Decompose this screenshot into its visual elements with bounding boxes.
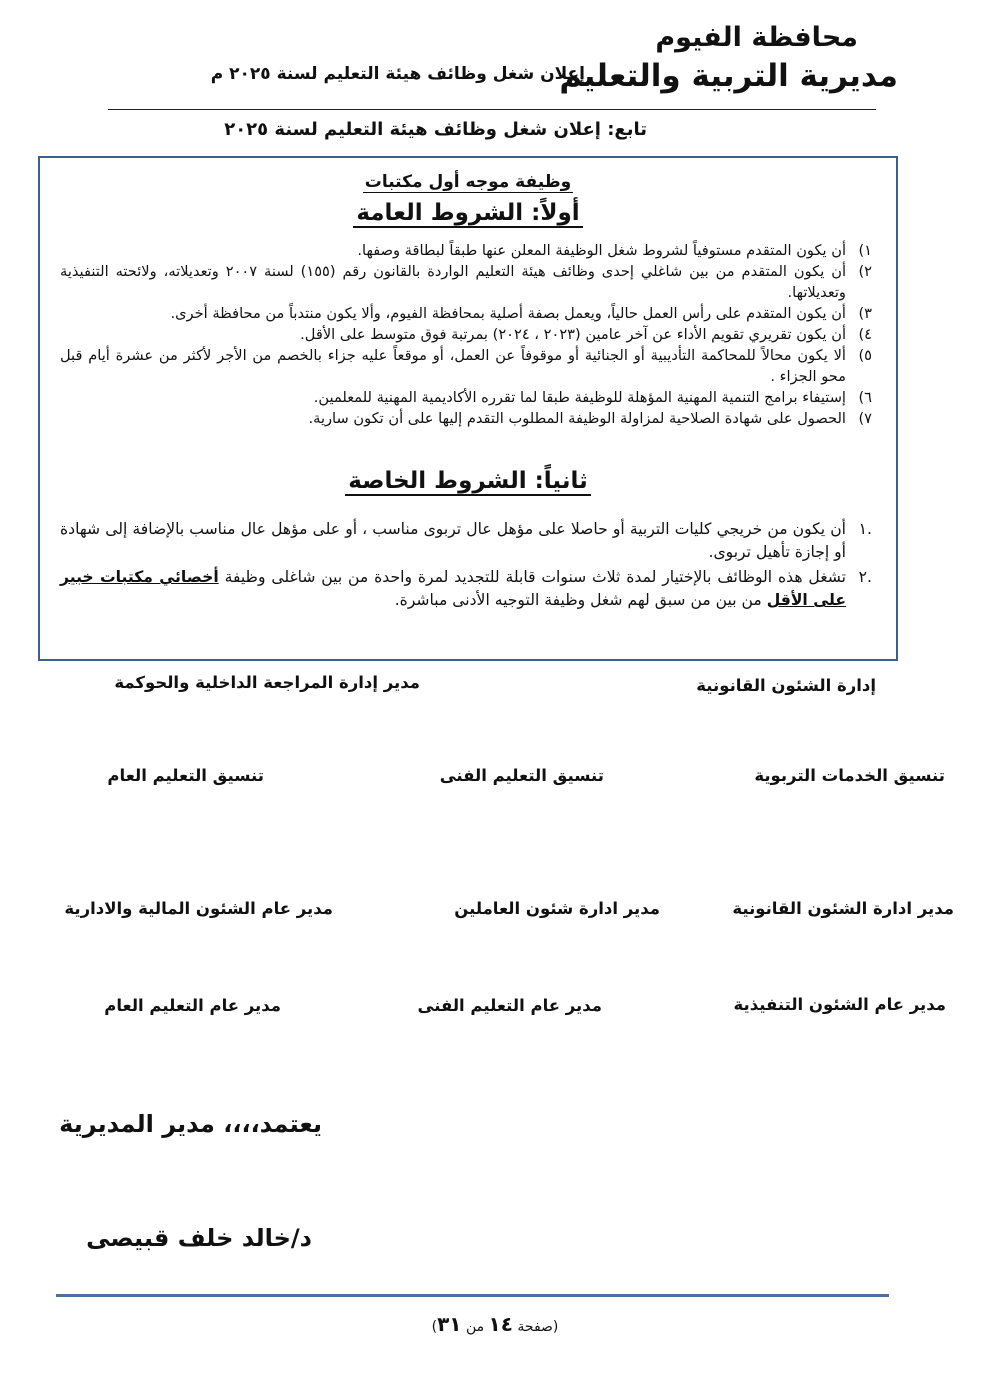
special-conditions-list [60, 518, 872, 614]
signature-legal-affairs-director: مدير ادارة الشئون القانونية [732, 899, 954, 918]
special-conditions-heading [40, 468, 896, 494]
general-conditions-list [60, 240, 872, 429]
condition-text: ألا يكون محالاً للمحاكمة التأديبية أو الجنائية أو موقوفاً عن العمل، أو موقعاً عليه جزاء بالخصم من الأجر لأكثر من عشرة أيام قبل محو الجزاء . [60, 347, 846, 385]
signature-general-education: تنسيق التعليم العام [107, 766, 264, 785]
header-announcement: إعلان شغل وظائف هيئة التعليم لسنة ٢٠٢٥ م [210, 64, 585, 84]
header-divider [108, 109, 876, 110]
signature-finance-admin-gm: مدير عام الشئون المالية والادارية [64, 899, 333, 918]
approval-line: يعتمد،،،، مدير المديرية [59, 1110, 322, 1138]
governorate-title: محافظة الفيوم [655, 22, 858, 53]
condition-number: .٢ [858, 568, 872, 586]
condition-text: أن يكون المتقدم مستوفياً لشروط شغل الوظيفة المعلن عنها طبقاً لبطاقة وصفها. [357, 242, 846, 259]
signature-educational-services: تنسيق الخدمات التربوية [754, 766, 945, 785]
general-conditions-heading-text: أولاً: الشروط العامة [353, 200, 582, 228]
general-condition-item [60, 324, 872, 345]
condition-text: أن يكون المتقدم من بين شاغلي إحدى وظائف هيئة التعليم الواردة بالقانون رقم (١٥٥) لسنة ٢٠٠٧ وتعديلاته، ولائحته التنفيذية وتعديلاتها. [60, 263, 846, 301]
condition-text [60, 566, 846, 612]
condition-text-underlined: أخصائي مكتبات خبير على الأقل [60, 568, 846, 609]
condition-text-part: تشغل هذه الوظائف بالإختيار لمدة ثلاث سنوات قابلة للتجديد لمرة واحدة من بين شاغلى وظيفة [218, 568, 846, 586]
current-page: ١٤ [488, 1312, 513, 1336]
special-condition-item [60, 518, 872, 564]
total-pages: ٣١ [437, 1312, 462, 1336]
footer-divider [56, 1294, 889, 1297]
directorate-title: مديرية التربية والتعليم [559, 58, 898, 94]
general-conditions-heading [40, 200, 896, 226]
page-of-label: من [465, 1319, 485, 1335]
special-conditions-heading-text: ثانياً: الشروط الخاصة [345, 468, 590, 496]
condition-number: ٤) [858, 326, 872, 343]
condition-text-part: من بين من سبق لهم شغل وظيفة التوجيه الأدنى مباشرة. [394, 591, 767, 609]
special-condition-item [60, 566, 872, 612]
page-close-label: ) [431, 1319, 438, 1335]
signature-personnel-director: مدير ادارة شئون العاملين [454, 899, 660, 918]
general-condition-item [60, 408, 872, 429]
director-name: د/خالد خلف قبيصى [86, 1224, 312, 1252]
general-condition-item [60, 303, 872, 324]
condition-number: ٣) [858, 305, 872, 322]
signature-general-education-gm: مدير عام التعليم العام [104, 996, 281, 1015]
continued-title: تابع: إعلان شغل وظائف هيئة التعليم لسنة ٢٠٢٥ [224, 119, 647, 140]
condition-number: ٥) [858, 347, 872, 364]
general-condition-item [60, 387, 872, 408]
signature-legal-affairs-admin: إدارة الشئون القانونية [696, 676, 876, 695]
signature-internal-audit-director: مدير إدارة المراجعة الداخلية والحوكمة [114, 673, 420, 692]
general-condition-item [60, 240, 872, 261]
signature-technical-education: تنسيق التعليم الفنى [439, 766, 604, 785]
signature-executive-affairs-gm: مدير عام الشئون التنفيذية [733, 995, 946, 1014]
page-open-label: (صفحة [517, 1319, 559, 1335]
condition-text: الحصول على شهادة الصلاحية لمزاولة الوظيفة المطلوب التقدم إليها على أن تكون سارية. [308, 410, 846, 427]
condition-number: ٢) [858, 263, 872, 280]
condition-number: ٦) [858, 389, 872, 406]
condition-number: .١ [858, 520, 872, 538]
condition-text: أن يكون المتقدم على رأس العمل حالياً، ويعمل بصفة أصلية بمحافظة الفيوم، وألا يكون منتدباً من محافظة أخرى. [170, 305, 846, 322]
page-number [0, 1312, 990, 1336]
general-condition-item [60, 261, 872, 303]
job-title-text: وظيفة موجه أول مكتبات [364, 172, 572, 192]
condition-text: إستيفاء برامج التنمية المهنية المؤهلة للوظيفة طبقا لما تقرره الأكاديمية المهنية للمعلمين. [313, 389, 846, 406]
condition-number: ٧) [858, 410, 872, 427]
condition-number: ١) [858, 242, 872, 259]
signature-technical-education-gm: مدير عام التعليم الفنى [417, 996, 602, 1015]
conditions-box [38, 156, 898, 661]
condition-text: أن يكون من خريجي كليات التربية أو حاصلا على مؤهل عال تربوى مناسب ، أو على مؤهل عال مناسب بالإضافة إلى شهادة أو إجازة تأهيل تربوى. [60, 520, 846, 561]
general-condition-item [60, 345, 872, 387]
job-title [40, 172, 896, 192]
condition-text: أن يكون تقريري تقويم الأداء عن آخر عامين (٢٠٢٣ ، ٢٠٢٤) بمرتبة فوق متوسط على الأقل. [300, 326, 846, 343]
